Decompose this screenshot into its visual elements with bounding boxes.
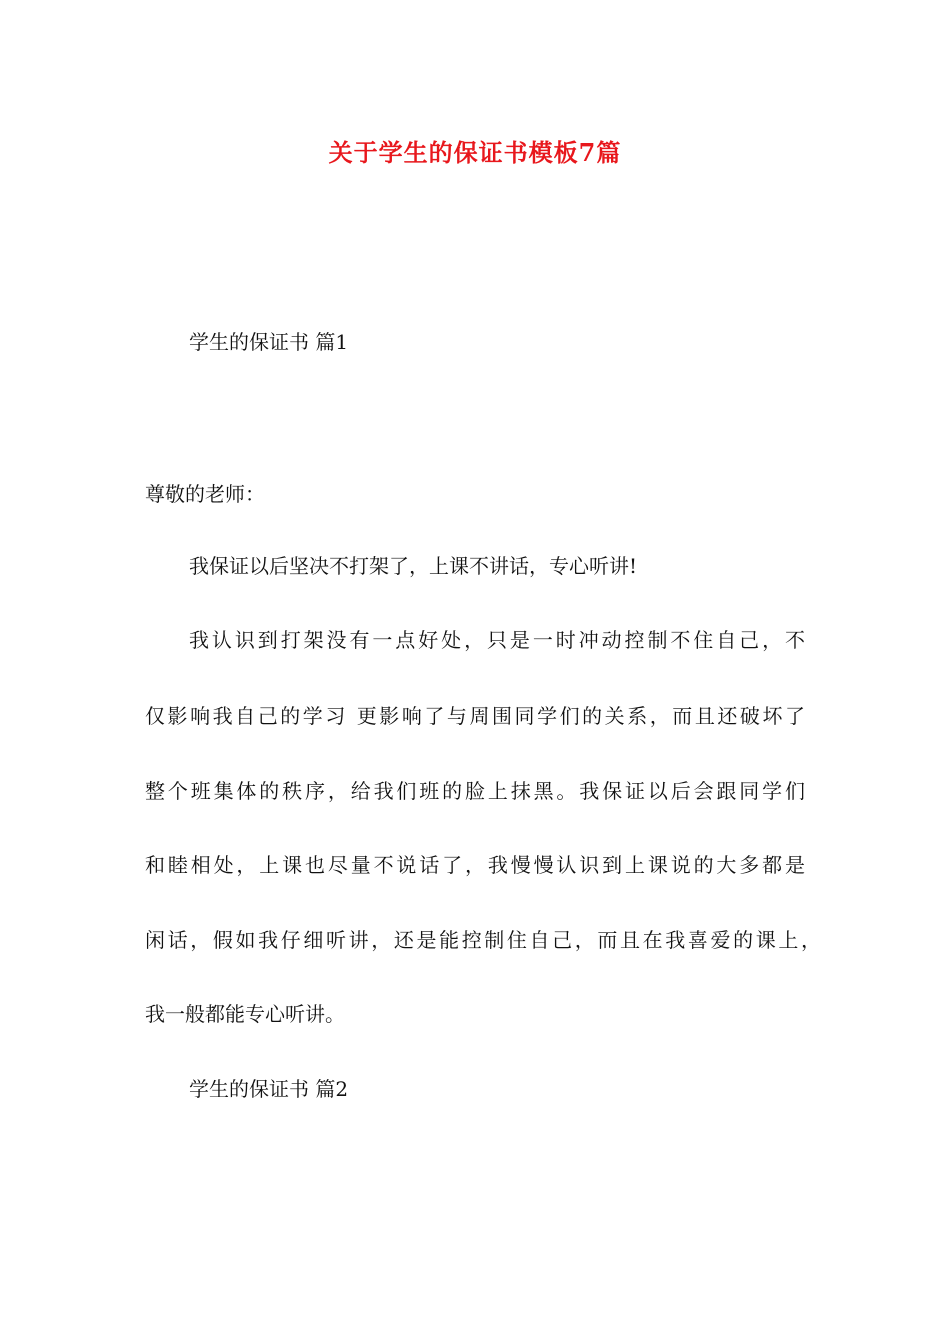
paragraph-2-line-1: 我认识到打架没有一点好处，只是一时冲动控制不住自己，不: [189, 628, 805, 652]
salutation: 尊敬的老师：: [145, 482, 265, 506]
paragraph-2-line-5: 闲话，假如我仔细听讲，还是能控制住自己，而且在我喜爱的课上，: [145, 928, 821, 952]
paragraph-1: 我保证以后坚决不打架了，上课不讲话，专心听讲!: [189, 554, 638, 578]
paragraph-2-line-6: 我一般都能专心听讲。: [145, 1002, 345, 1026]
paragraph-2-line-2: 仅影响我自己的学习 更影响了与周围同学们的关系，而且还破坏了: [145, 704, 805, 728]
paragraph-2-line-3: 整个班集体的秩序，给我们班的脸上抹黑。我保证以后会跟同学们: [145, 779, 805, 803]
section-heading-1: 学生的保证书 篇1: [189, 330, 349, 354]
section-heading-2: 学生的保证书 篇2: [189, 1077, 349, 1101]
paragraph-2-line-4: 和睦相处，上课也尽量不说话了，我慢慢认识到上课说的大多都是: [145, 853, 805, 877]
document-title: 关于学生的保证书模板7篇: [328, 138, 622, 167]
